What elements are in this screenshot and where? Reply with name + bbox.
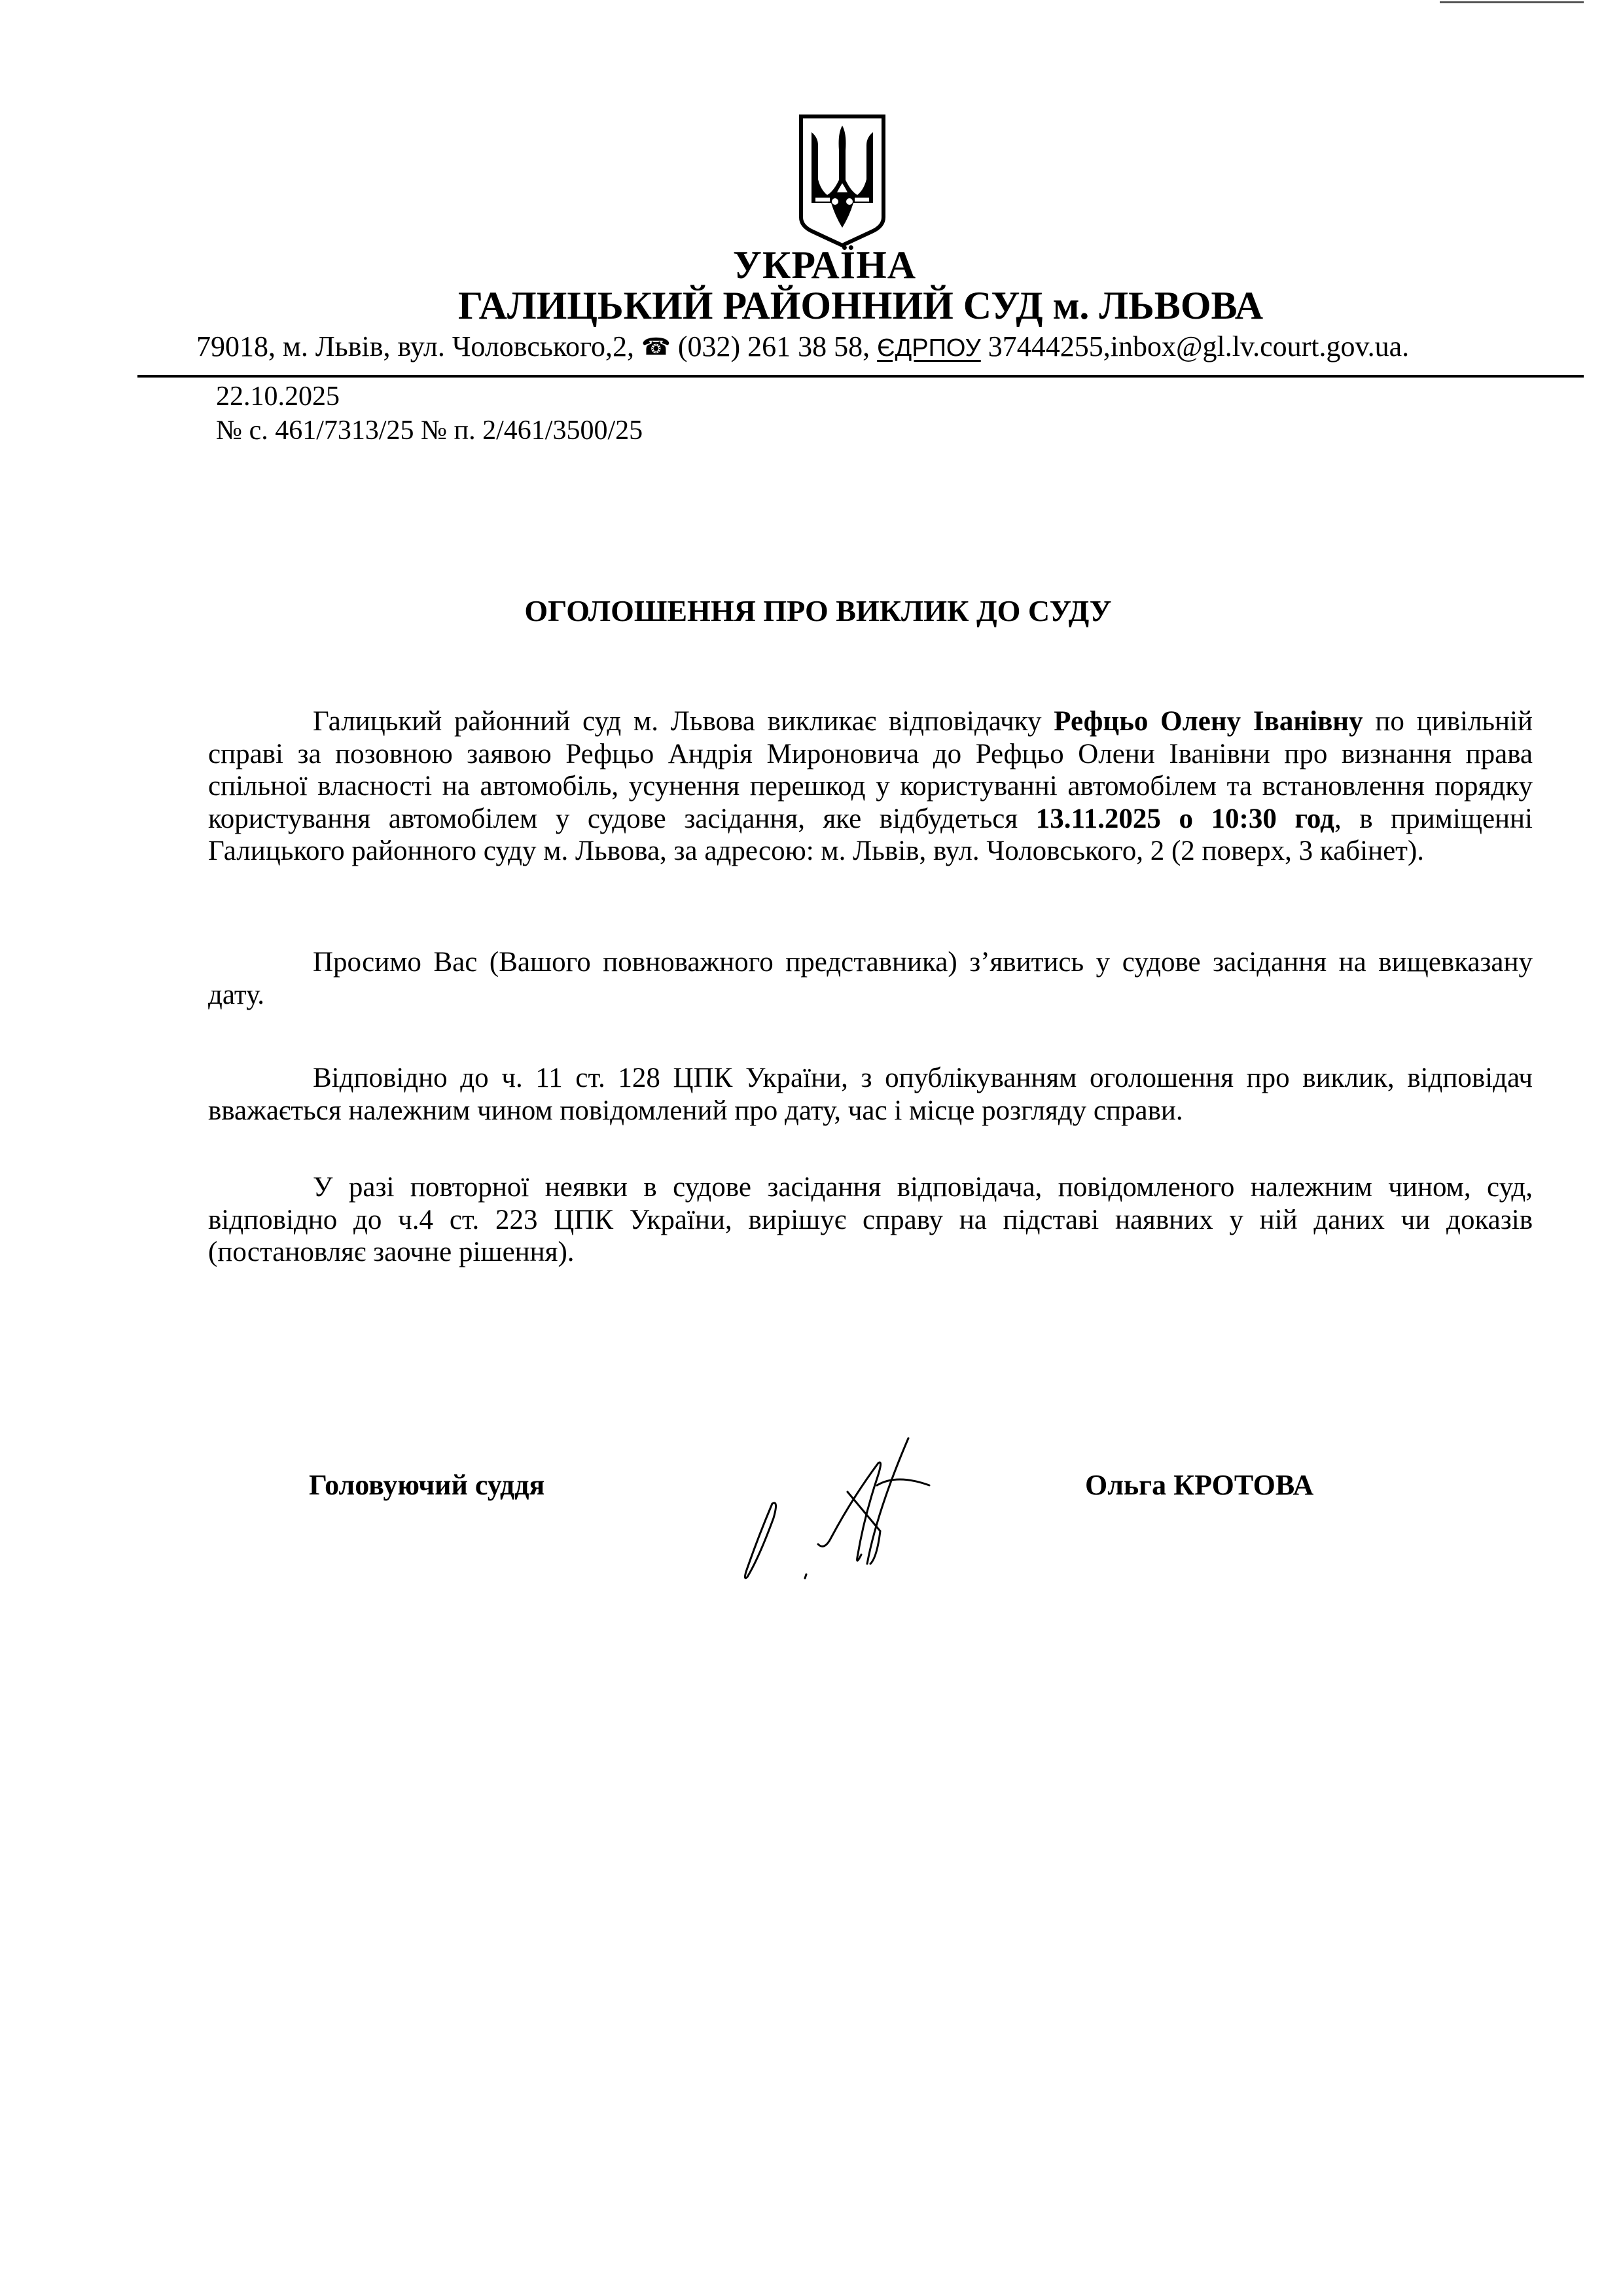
paragraph-text: по цивільній справі за позовною заявою Рефцьо Андрія Мироновича до Рефцьо Олени Іванівни про визнання права спільної власності на автомобіль, усунення перешкод у користуванні автомобілем та встановлення порядку користування автомобілем у судове засідання, яке відбудеться — [208, 706, 1533, 834]
document-title: ОГОЛОШЕННЯ ПРО ВИКЛИК ДО СУДУ — [524, 594, 1112, 627]
postal-address: 79018, м. Львів, вул. Чоловського,2, — [196, 330, 635, 362]
court-address-line — [196, 328, 1409, 366]
paragraph-text: Просимо Вас (Вашого повноважного представника) з’явитись у судове засідання на вищевказану дату. — [208, 947, 1533, 1010]
country-heading: УКРАЇНА — [732, 243, 917, 287]
handwritten-signature — [681, 1426, 1047, 1583]
hearing-datetime: 13.11.2025 о 10:30 год — [1035, 803, 1334, 834]
judge-name: Ольга КРОТОВА — [1085, 1469, 1314, 1501]
edrpou-label: ЄДРПОУ — [877, 334, 981, 362]
header-divider — [137, 375, 1584, 378]
paragraph-text: , в приміщенні Галицького районного суду м. Львова, за адресою: м. Львів, вул. Чоловського, 2 (2 поверх, 3 кабінет). — [208, 803, 1533, 866]
telephone-icon: ☎ — [641, 334, 671, 360]
court-name-heading: ГАЛИЦЬКИЙ РАЙОННИЙ СУД м. ЛЬВОВА — [457, 284, 1264, 327]
judge-role-label: Головуючий суддя — [309, 1469, 545, 1501]
phone-number: (032) 261 38 58, — [677, 330, 870, 362]
paragraph-appearance-request — [208, 946, 1533, 1011]
paragraph-text: Галицький районний суд м. Львова викликає відповідачку — [313, 706, 1054, 737]
paragraph-text: Відповідно до ч. 11 ст. 128 ЦПК України, з опублікуванням оголошення про виклик, відповідач вважається належним чином повідомлений про дату, час і місце розгляду справи. — [208, 1063, 1533, 1126]
paragraph-text: У разі повторної неявки в судове засідання відповідача, повідомленого належним чином, суд, відповідно до ч.4 ст. 223 ЦПК України, вирішує справу на підставі наявних у ній даних чи доказів (постановляє заочне рішення). — [208, 1172, 1533, 1267]
scan-artifact-mark — [1440, 1, 1584, 3]
document-date: 22.10.2025 — [216, 381, 340, 412]
edrpou-and-email: 37444255,inbox@gl.lv.court.gov.ua. — [988, 330, 1410, 362]
paragraph-default-judgment — [208, 1171, 1533, 1269]
defendant-name: Рефцьо Олену Іванівну — [1054, 706, 1363, 737]
trident-coat-of-arms-icon — [793, 111, 891, 249]
paragraph-notification-rule — [208, 1062, 1533, 1127]
case-numbers: № с. 461/7313/25 № п. 2/461/3500/25 — [216, 415, 643, 446]
paragraph-summons — [208, 705, 1533, 868]
